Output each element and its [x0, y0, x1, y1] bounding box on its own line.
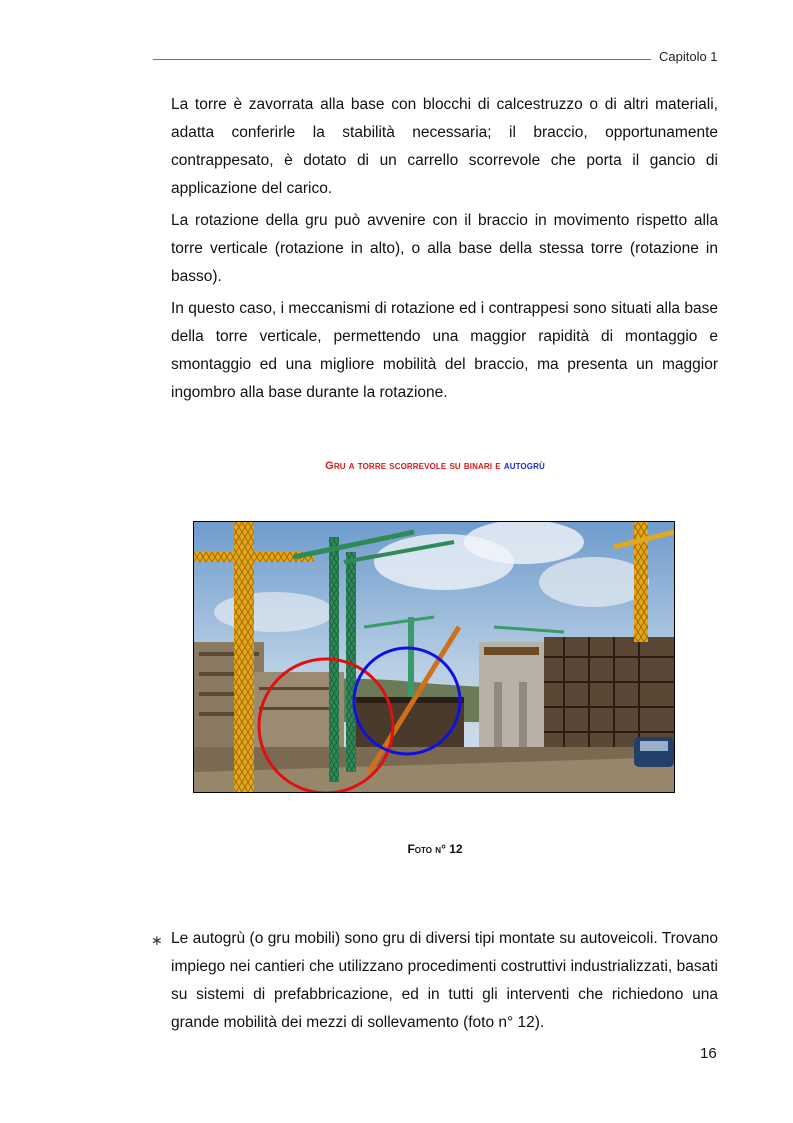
paragraph-2: La rotazione della gru può avvenire con il braccio in movimento rispetto alla torre verticale (rotazione in alto), o alla base della stessa torre (rotazione in basso).	[171, 212, 718, 285]
construction-site-photo	[193, 521, 675, 793]
page-number: 16	[700, 1045, 717, 1062]
caption-tower-crane: Gru a torre scorrevole su binari	[325, 460, 496, 472]
header-rule	[153, 59, 651, 60]
caption-mobile-crane: autogrù	[503, 460, 545, 472]
bullet-symbol: ∗	[151, 932, 163, 948]
paragraph-3: In questo caso, i meccanismi di rotazione ed i contrappesi sono situati alla base della torre verticale, permettendo una maggior rapidità di montaggio e smontaggio ed una migliore mobilità del braccio, ma presenta un maggior ingombro alla base durante la rotazione.	[171, 300, 718, 401]
paragraph-1: La torre è zavorrata alla base con blocchi di calcestruzzo o di altri materiali, adatta conferirle la stabilità necessaria; il braccio, opportunamente contrappesato, è dotato di un carrello scorrevole che porta il gancio di applicazione del carico.	[171, 96, 718, 197]
chapter-title: Capitolo 1	[659, 49, 718, 64]
caption-conjunction: e	[495, 460, 504, 472]
bullet-paragraph: Le autogrù (o gru mobili) sono gru di diversi tipi montate su autoveicoli. Trovano impiego nei cantieri che utilizzano procedimenti costruttivi industrializzati, basati su sistemi di prefabbricazione, ed in tutti gli interventi che richiedono una grande mobilità dei mezzi di sollevamento (foto n° 12).	[171, 930, 718, 1031]
figure-caption	[0, 460, 793, 472]
photo-label: Foto n° 12	[407, 842, 463, 856]
